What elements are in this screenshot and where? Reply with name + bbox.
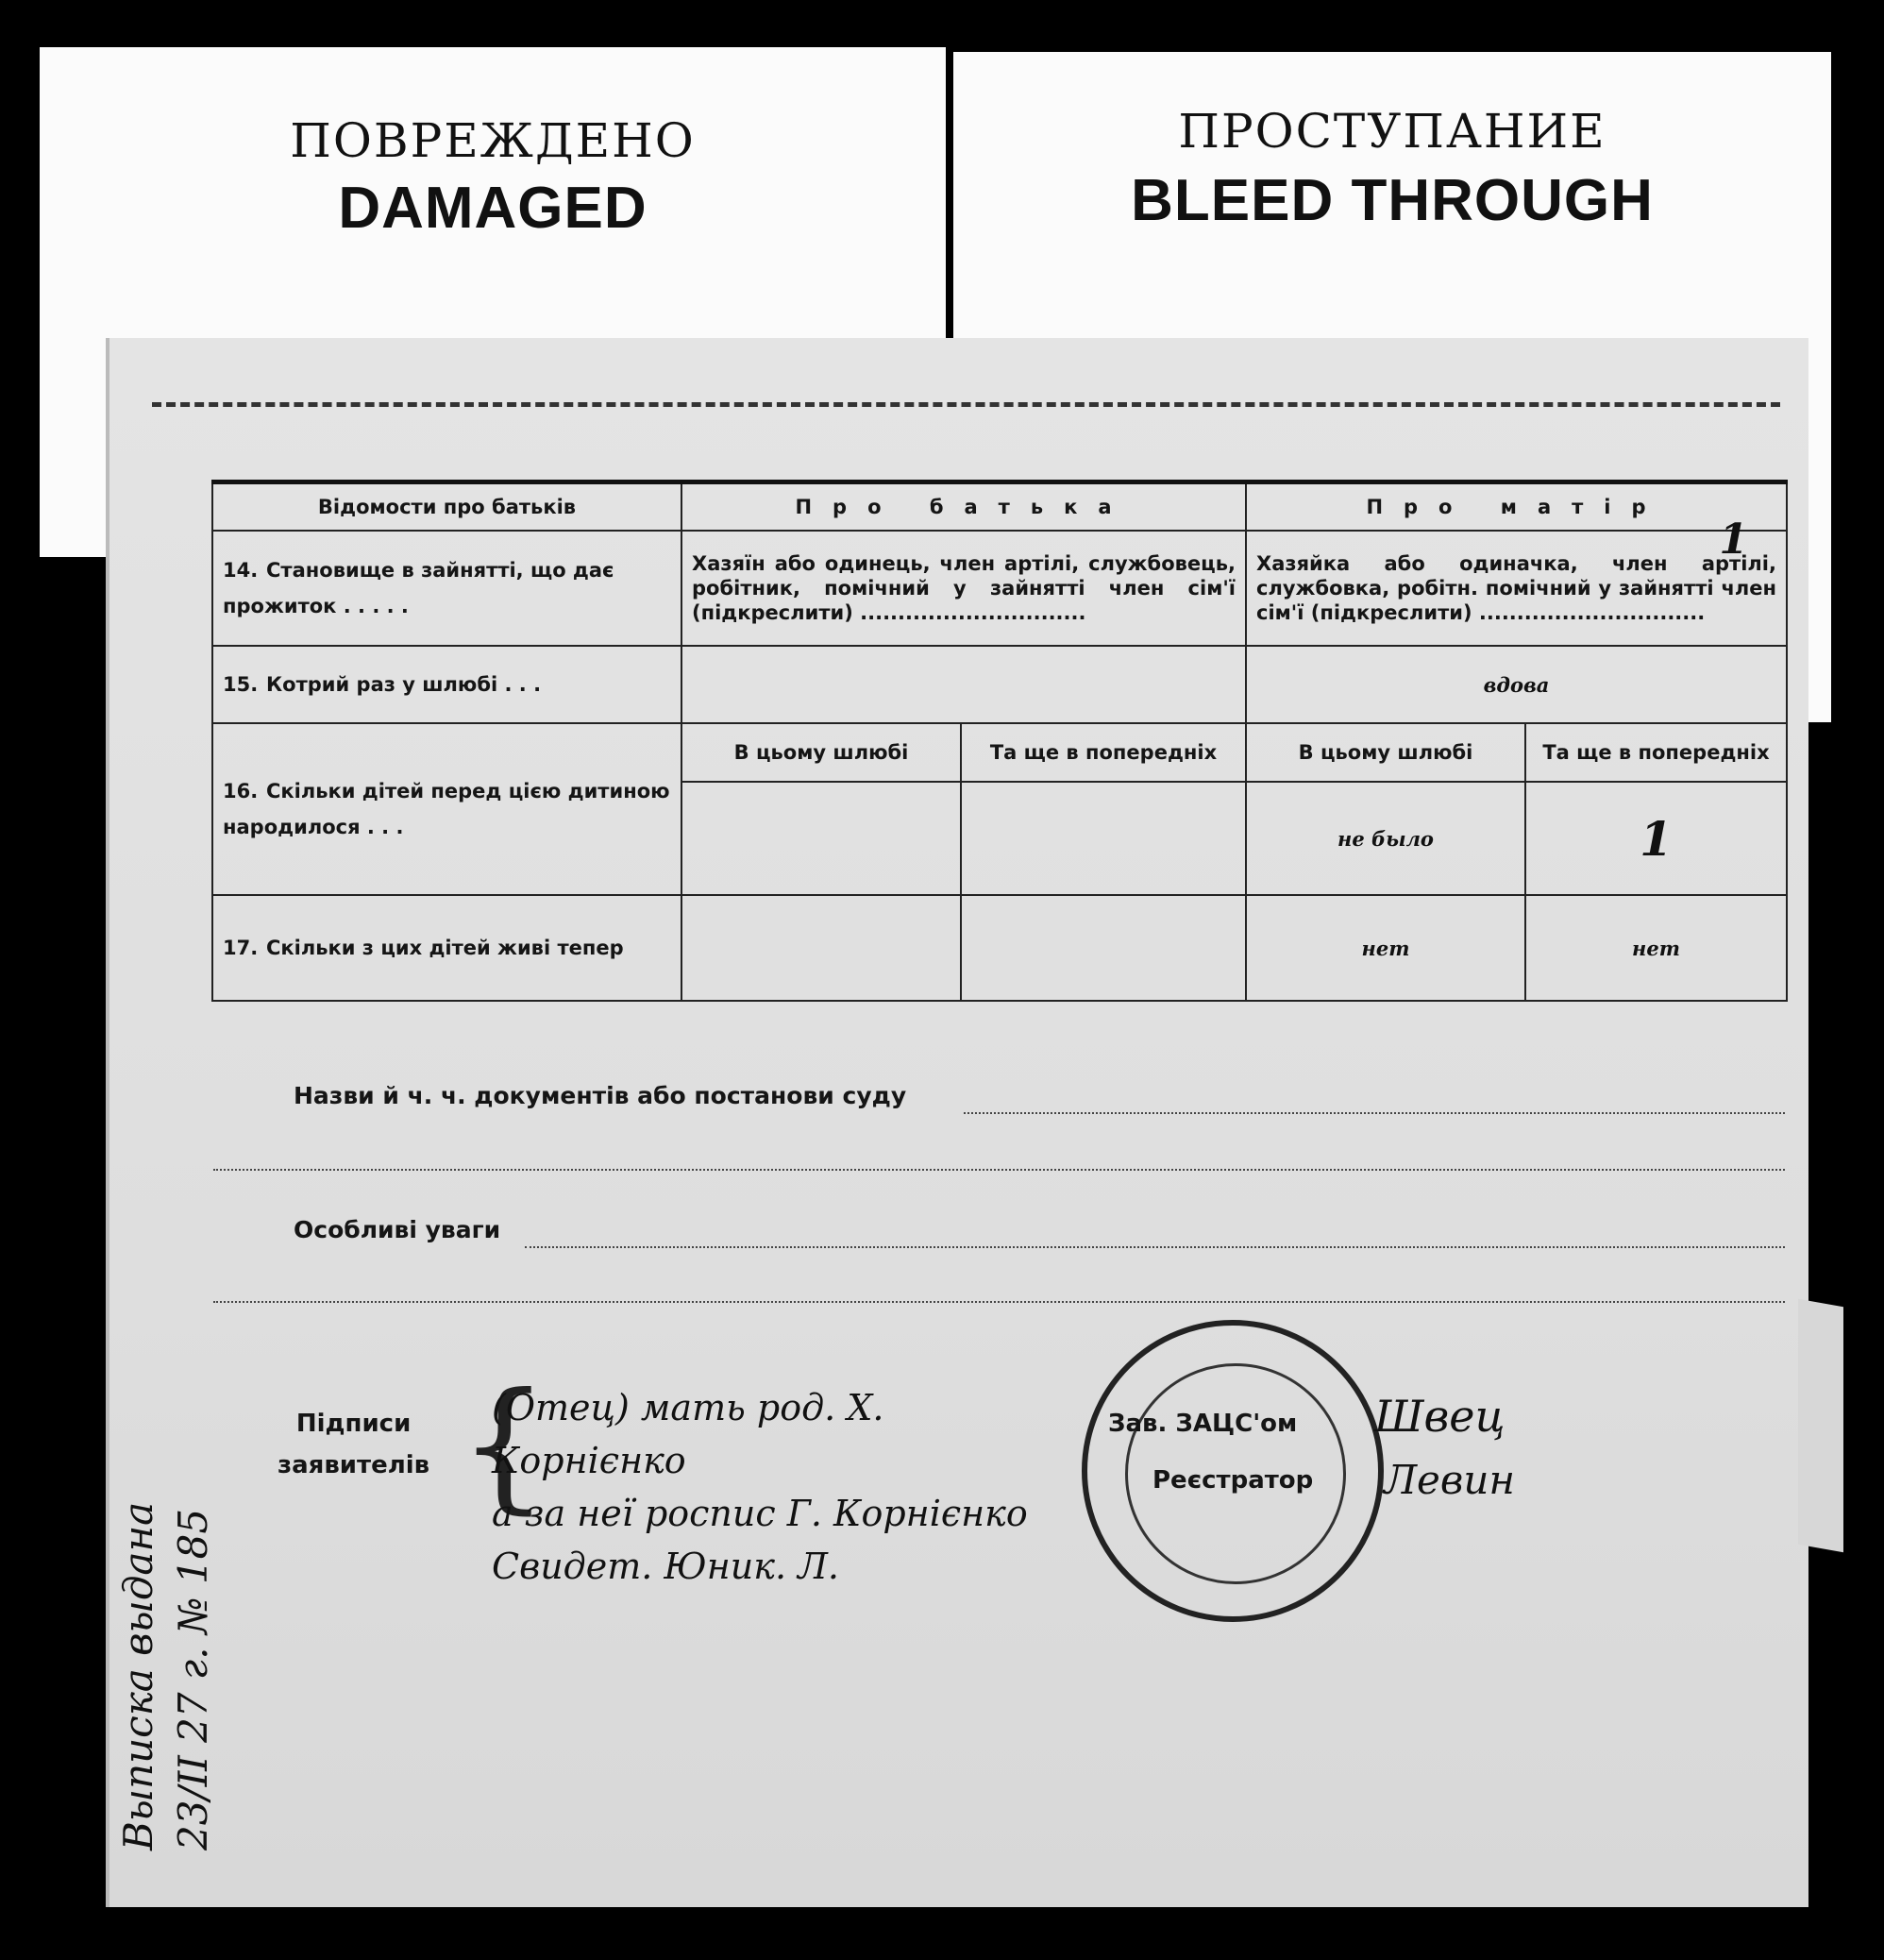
registrar-role-label: Реєстратор [1152, 1466, 1314, 1495]
row15-label-cell [212, 646, 681, 723]
row16-mother-prev: 1 [1525, 782, 1787, 895]
signatures-label-line2: заявителів [278, 1451, 430, 1479]
row16-father-prev [961, 782, 1246, 895]
header-mother: Про матір [1246, 482, 1787, 532]
row17-father-this [681, 895, 961, 1001]
header-parents-info: Відомости про батьків [212, 482, 681, 532]
row14-label: Становище в зайнятті, що дає прожиток . . . . . [223, 559, 614, 617]
row17-mother-prev: нет [1525, 895, 1787, 1001]
remarks-dotted-line-2 [213, 1301, 1785, 1303]
mother-this-marriage-header: В цьому шлюбі [1246, 723, 1525, 782]
registrar-signature: Левин [1384, 1457, 1516, 1503]
row14-mother-handwriting: 1 [1719, 515, 1748, 564]
documents-dotted-line [964, 1112, 1785, 1114]
documents-label: Назви й ч. ч. документів або постанови суду [294, 1082, 907, 1109]
table-subheader-row [212, 723, 1787, 782]
row14-mother-options [1246, 515, 1787, 646]
parents-info-table [211, 480, 1788, 1002]
damaged-label-ru: ПОВРЕЖДЕНО [290, 113, 696, 168]
table-row-15 [212, 646, 1787, 723]
signatures-label-line1: Підписи [295, 1410, 412, 1438]
father-this-marriage-header: В цьому шлюбі [681, 723, 961, 782]
applicant-signature-line2: а за неї роспис Г. Корнієнко [492, 1493, 1028, 1534]
remarks-label: Особливі уваги [294, 1216, 501, 1243]
documents-dotted-line-2 [213, 1169, 1785, 1171]
perforation-line [152, 402, 1780, 407]
row16-number: 16. [223, 780, 259, 803]
row14-mother-text: Хазяйка або одиначка, член артілі, службовка, робітн. помічний у зайнятті член сім'ї (підкреслити) .............................. [1256, 552, 1776, 624]
row15-number: 15. [223, 673, 259, 696]
document-page [106, 338, 1808, 1907]
head-signature: Швец [1374, 1391, 1506, 1442]
margin-note-line2: 23/II 27 г. № 185 [170, 1508, 216, 1850]
remarks-dotted-line [525, 1246, 1785, 1248]
row17-number: 17. [223, 937, 259, 959]
row16-label: Скільки дітей перед цією дитиною народилося . . . [223, 780, 670, 838]
bleed-through-label-ru: ПРОСТУПАНИЕ [1178, 104, 1606, 159]
mother-previous-header: Та ще в попередніх [1525, 723, 1787, 782]
signatures-brace: { [459, 1363, 549, 1528]
row16-mother-this: не было [1246, 782, 1525, 895]
applicant-signatures [492, 1381, 1058, 1593]
row16-label-cell [212, 723, 681, 895]
signatures-label [278, 1403, 429, 1486]
row17-mother-this: нет [1246, 895, 1525, 1001]
margin-note-line1: Выписка выдана [115, 1501, 161, 1850]
row15-father-value [681, 646, 1246, 723]
row16-father-this [681, 782, 961, 895]
row15-label: Котрий раз у шлюбі . . . [266, 673, 542, 696]
row17-father-prev [961, 895, 1246, 1001]
margin-handwritten-note [111, 1502, 221, 1850]
row15-mother-value: вдова [1246, 646, 1787, 723]
torn-edge [1798, 1299, 1843, 1552]
table-header-row [212, 482, 1787, 532]
applicant-signature-line3: Свидет. Юник. Л. [492, 1546, 839, 1587]
applicant-signature-line1: (Отец) мать род. Х. Корнієнко [492, 1387, 884, 1481]
table-row-14 [212, 531, 1787, 646]
table-row-17 [212, 895, 1787, 1001]
header-father: Про батька [681, 482, 1246, 532]
head-role-label: Зав. ЗАЦС'ом [1108, 1410, 1298, 1438]
row14-label-cell [212, 531, 681, 646]
bleed-through-label-en: BLEED THROUGH [1131, 168, 1654, 233]
father-previous-header: Та ще в попередніх [961, 723, 1246, 782]
damaged-label-en: DAMAGED [338, 176, 648, 241]
row17-label: Скільки з цих дітей живі тепер [266, 937, 624, 959]
row14-father-options: Хазяїн або одинець, член артілі, службовець, робітник, помічний у зайнятті член сім'ї (підкреслити) .............................. [681, 531, 1246, 646]
row17-label-cell [212, 895, 681, 1001]
row14-number: 14. [223, 559, 259, 582]
